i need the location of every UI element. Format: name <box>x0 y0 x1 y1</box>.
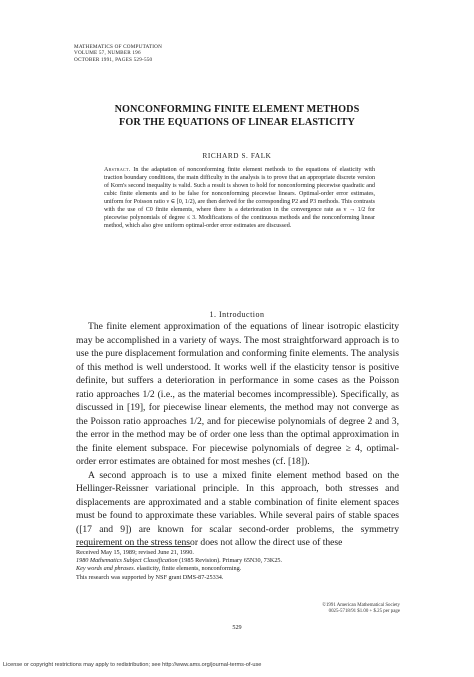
abstract <box>104 166 375 230</box>
footnote-keywords-label: Key words and phrases <box>76 565 134 573</box>
journal-name: MATHEMATICS OF COMPUTATION <box>74 44 163 50</box>
footnote-msc <box>76 557 399 565</box>
copyright-notice <box>300 603 400 615</box>
abstract-label: Abstract. <box>104 167 131 173</box>
footnote-received: Received May 15, 1989; revised June 21, 1990. <box>76 549 194 556</box>
license-notice: License or copyright restrictions may apply to redistribution; see http://www.ams.org/journal-terms-of-use <box>3 662 262 668</box>
body-paragraph-1: The finite element approximation of the equations of linear isotropic elasticity may be accomplished in a variety of ways. The most straightforward approach is to use the pure displacement formulation and conforming finite elements. The analysis of this method is well understood. It works well if the elasticity tensor is positive definite, but suffers a deterioration in performance in some cases as the Poisson ratio approaches 1/2 (i.e., as the material becomes incompressible). Specifically, as discussed in [19], for piecewise linear elements, the method may not converge as the Poisson ratio approaches 1/2, and for piecewise polynomials of degree 2 and 3, the error in the method may be of order one less than the optimal approximation in the finite element subspace. For piecewise polynomials of degree ≥ 4, optimal-order error estimates are obtained for most meshes (cf. [18]). <box>76 321 399 467</box>
footnote-keywords <box>76 565 399 573</box>
footnotes <box>76 549 399 582</box>
journal-issue-pages: OCTOBER 1991, PAGES 529-550 <box>74 56 153 63</box>
paper-title-line-2: FOR THE EQUATIONS OF LINEAR ELASTICITY <box>119 116 355 128</box>
footnote-support: This research was supported by NSF grant DMS-87-25334. <box>76 573 224 581</box>
paper-title-line-1: NONCONFORMING FINITE ELEMENT METHODS <box>114 104 360 115</box>
paper-title <box>0 104 474 129</box>
footnote-divider <box>76 546 191 547</box>
body-text <box>76 320 399 550</box>
section-heading: 1. Introduction <box>209 310 265 319</box>
copyright-line-2: 0025-5718/91 $1.00 + $.25 per page <box>328 609 400 614</box>
body-paragraph-2: A second approach is to use a mixed finite element method based on the Hellinger-Reissner variational principle. In this approach, both stresses and displacements are approximated and a stable combination of finite element spaces must be found to approximate these variables. While several pairs of stable spaces ([17 and 9]) are known for scalar second-order problems, the symmetry requirement on the stress tensor does not allow the direct use of these <box>76 469 399 548</box>
page-number: 529 <box>232 624 242 631</box>
copyright-line-1: ©1991 American Mathematical Society <box>322 603 400 608</box>
abstract-text: In the adaptation of nonconforming finite element methods to the equations of elasticity with traction boundary conditions, the main difficulty in the analysis is to prove that an appropriate discrete version of Korn's second inequality is valid. Such a result is shown to hold for nonconforming piecewise quadratic and cubic finite elements and to be false for nonconforming piecewise linears. Optimal-order error estimates, uniform for Poisson ratio ν ∈ [0, 1/2), are then derived for the corresponding P2 and P3 methods. This contrasts with the use of C0 finite elements, where there is a deterioration in the convergence rate as ν → 1/2 for piecewise polynomials of degree ≤ 3. Modifications of the continuous methods and the nonconforming linear method, which also give uniform optimal-order error estimates are discussed. <box>104 167 376 229</box>
paper-author: RICHARD S. FALK <box>202 152 272 160</box>
journal-volume: VOLUME 57, NUMBER 196 <box>74 50 141 57</box>
footnote-msc-text: (1985 Revision). Primary 65N30, 73K25. <box>177 557 283 565</box>
journal-header <box>74 44 162 63</box>
footnote-msc-label: 1980 Mathematics Subject Classification <box>76 557 178 565</box>
footnote-keywords-text: . elasticity, finite elements, nonconforming. <box>133 565 242 573</box>
